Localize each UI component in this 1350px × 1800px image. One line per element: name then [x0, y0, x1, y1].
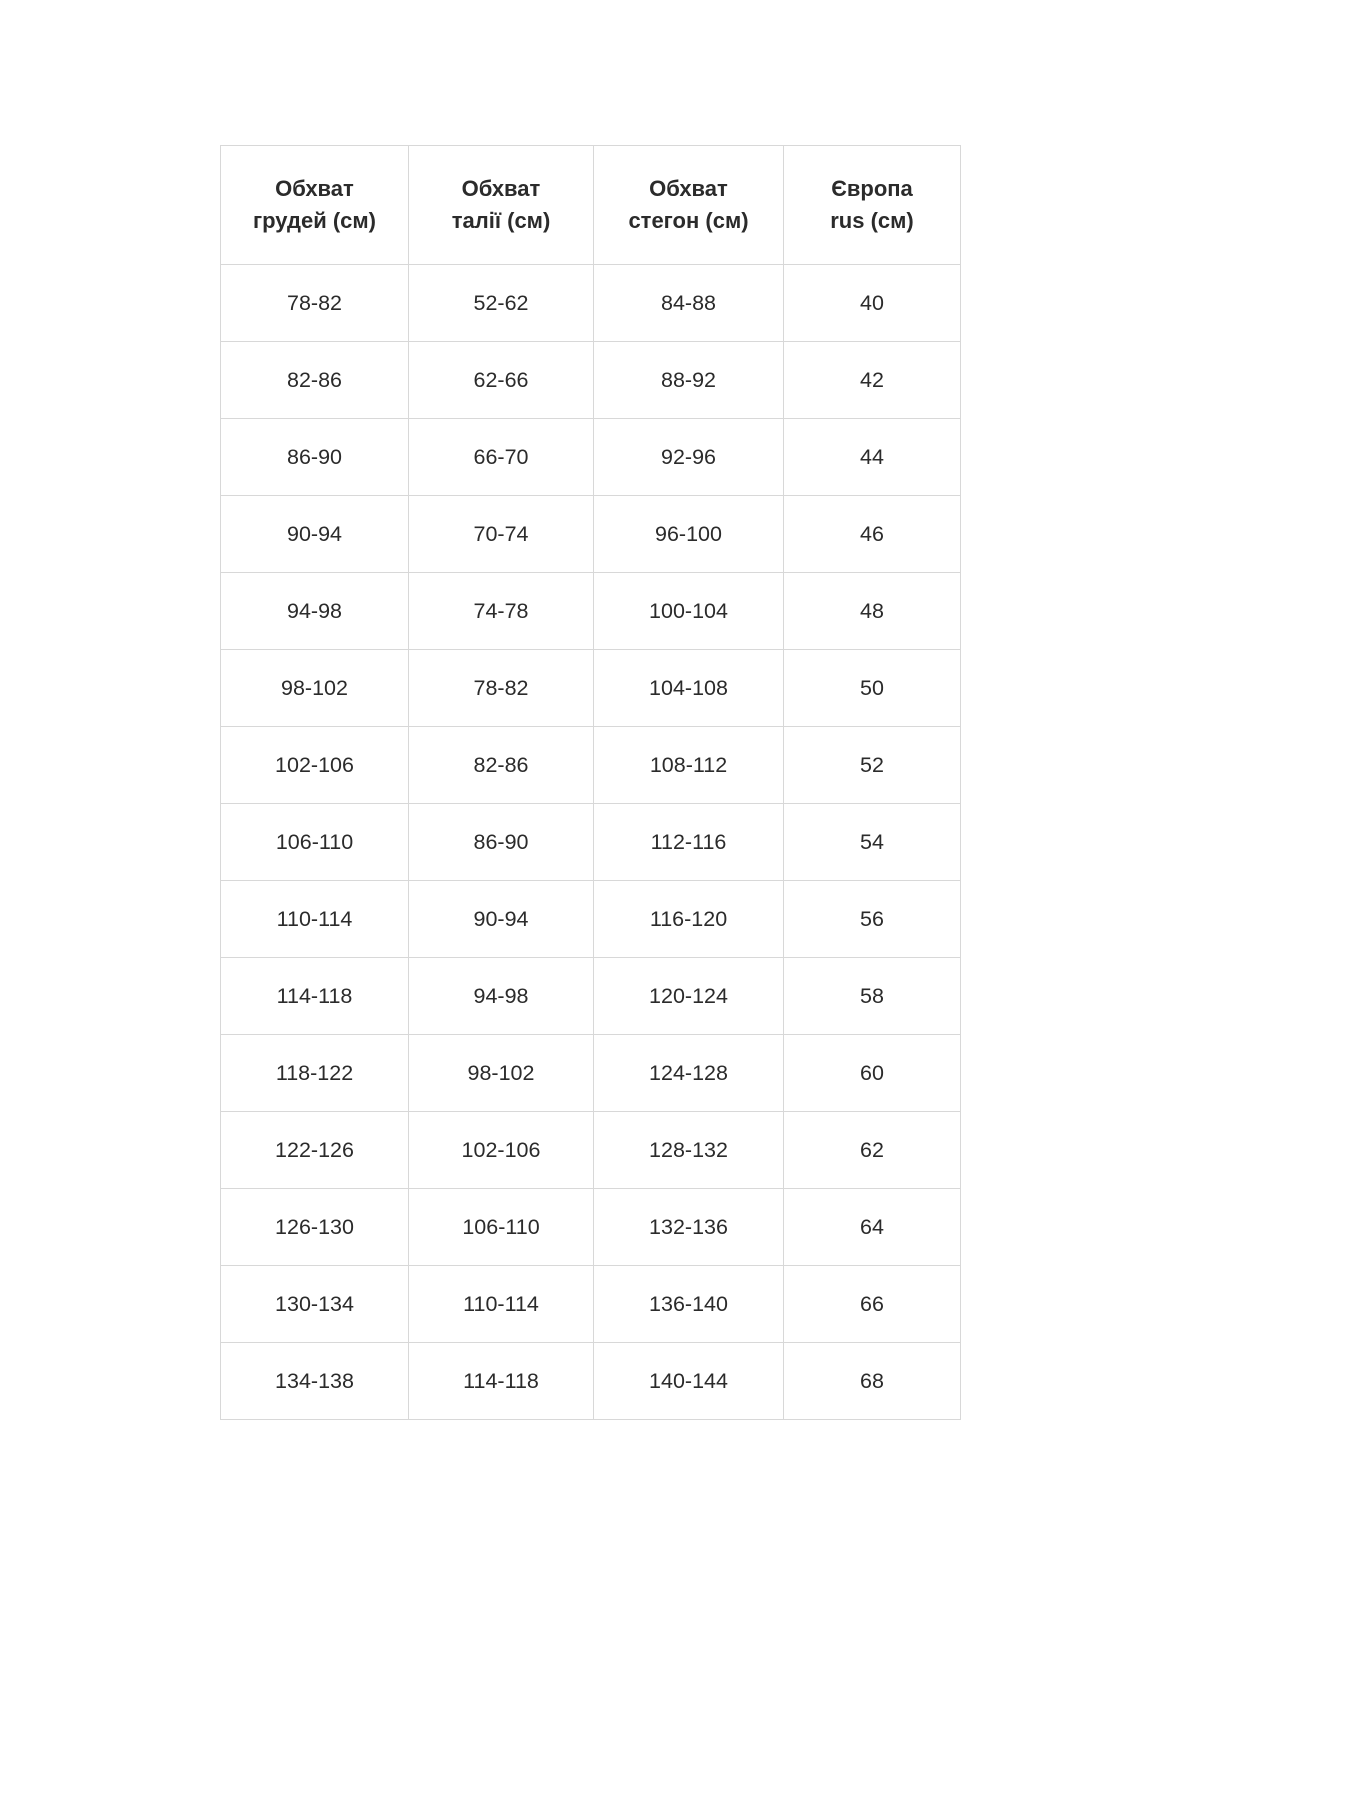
- cell-hips: 108-112: [594, 727, 784, 804]
- cell-waist: 102-106: [409, 1112, 594, 1189]
- cell-hips: 128-132: [594, 1112, 784, 1189]
- cell-bust: 106-110: [221, 804, 409, 881]
- cell-hips: 100-104: [594, 573, 784, 650]
- cell-waist: 90-94: [409, 881, 594, 958]
- cell-europe-size: 58: [784, 958, 961, 1035]
- column-header-bust-line1: Обхват: [275, 176, 354, 202]
- column-header-waist: [409, 146, 594, 265]
- cell-europe-size: 64: [784, 1189, 961, 1266]
- table-body: [221, 265, 961, 1420]
- column-header-europe-line1: Європа: [831, 176, 913, 202]
- cell-waist: 66-70: [409, 419, 594, 496]
- column-header-waist-line1: Обхват: [461, 176, 541, 202]
- table-row: [221, 419, 961, 496]
- table-row: [221, 496, 961, 573]
- size-chart-container: [220, 145, 960, 1420]
- cell-hips: 88-92: [594, 342, 784, 419]
- cell-bust: 110-114: [221, 881, 409, 958]
- cell-waist: 86-90: [409, 804, 594, 881]
- column-header-hips: [594, 146, 784, 265]
- column-header-waist-line2: талії (см): [451, 208, 551, 233]
- cell-hips: 140-144: [594, 1343, 784, 1420]
- table-row: [221, 1266, 961, 1343]
- cell-europe-size: 52: [784, 727, 961, 804]
- cell-waist: 114-118: [409, 1343, 594, 1420]
- cell-hips: 104-108: [594, 650, 784, 727]
- table-row: [221, 265, 961, 342]
- table-row: [221, 1112, 961, 1189]
- cell-bust: 98-102: [221, 650, 409, 727]
- column-header-hips-line1: Обхват: [649, 176, 728, 202]
- cell-europe-size: 40: [784, 265, 961, 342]
- cell-bust: 122-126: [221, 1112, 409, 1189]
- cell-bust: 82-86: [221, 342, 409, 419]
- cell-bust: 78-82: [221, 265, 409, 342]
- cell-europe-size: 60: [784, 1035, 961, 1112]
- cell-hips: 116-120: [594, 881, 784, 958]
- cell-bust: 114-118: [221, 958, 409, 1035]
- table-row: [221, 804, 961, 881]
- cell-bust: 118-122: [221, 1035, 409, 1112]
- cell-hips: 120-124: [594, 958, 784, 1035]
- cell-bust: 134-138: [221, 1343, 409, 1420]
- cell-bust: 130-134: [221, 1266, 409, 1343]
- cell-bust: 126-130: [221, 1189, 409, 1266]
- cell-europe-size: 66: [784, 1266, 961, 1343]
- cell-europe-size: 44: [784, 419, 961, 496]
- table-row: [221, 1343, 961, 1420]
- cell-waist: 74-78: [409, 573, 594, 650]
- cell-waist: 94-98: [409, 958, 594, 1035]
- column-header-bust: [221, 146, 409, 265]
- column-header-europe-line2: rus (см): [830, 208, 914, 233]
- table-header-row: [221, 146, 961, 265]
- cell-hips: 84-88: [594, 265, 784, 342]
- table-row: [221, 958, 961, 1035]
- cell-bust: 94-98: [221, 573, 409, 650]
- cell-hips: 136-140: [594, 1266, 784, 1343]
- cell-europe-size: 68: [784, 1343, 961, 1420]
- size-chart-table: [220, 145, 961, 1420]
- cell-waist: 52-62: [409, 265, 594, 342]
- cell-waist: 70-74: [409, 496, 594, 573]
- cell-hips: 124-128: [594, 1035, 784, 1112]
- cell-europe-size: 54: [784, 804, 961, 881]
- cell-hips: 92-96: [594, 419, 784, 496]
- column-header-bust-line2: грудей (см): [253, 208, 376, 233]
- cell-waist: 62-66: [409, 342, 594, 419]
- cell-waist: 98-102: [409, 1035, 594, 1112]
- cell-europe-size: 50: [784, 650, 961, 727]
- cell-europe-size: 46: [784, 496, 961, 573]
- table-header: [221, 146, 961, 265]
- cell-bust: 86-90: [221, 419, 409, 496]
- column-header-hips-line2: стегон (см): [628, 208, 749, 233]
- cell-bust: 90-94: [221, 496, 409, 573]
- table-row: [221, 1189, 961, 1266]
- cell-waist: 106-110: [409, 1189, 594, 1266]
- cell-europe-size: 56: [784, 881, 961, 958]
- column-header-europe-size: [784, 146, 961, 265]
- cell-waist: 78-82: [409, 650, 594, 727]
- table-row: [221, 342, 961, 419]
- cell-bust: 102-106: [221, 727, 409, 804]
- cell-europe-size: 62: [784, 1112, 961, 1189]
- cell-europe-size: 42: [784, 342, 961, 419]
- cell-europe-size: 48: [784, 573, 961, 650]
- table-row: [221, 1035, 961, 1112]
- cell-hips: 132-136: [594, 1189, 784, 1266]
- table-row: [221, 727, 961, 804]
- table-row: [221, 881, 961, 958]
- cell-waist: 110-114: [409, 1266, 594, 1343]
- cell-hips: 96-100: [594, 496, 784, 573]
- table-row: [221, 650, 961, 727]
- cell-hips: 112-116: [594, 804, 784, 881]
- cell-waist: 82-86: [409, 727, 594, 804]
- table-row: [221, 573, 961, 650]
